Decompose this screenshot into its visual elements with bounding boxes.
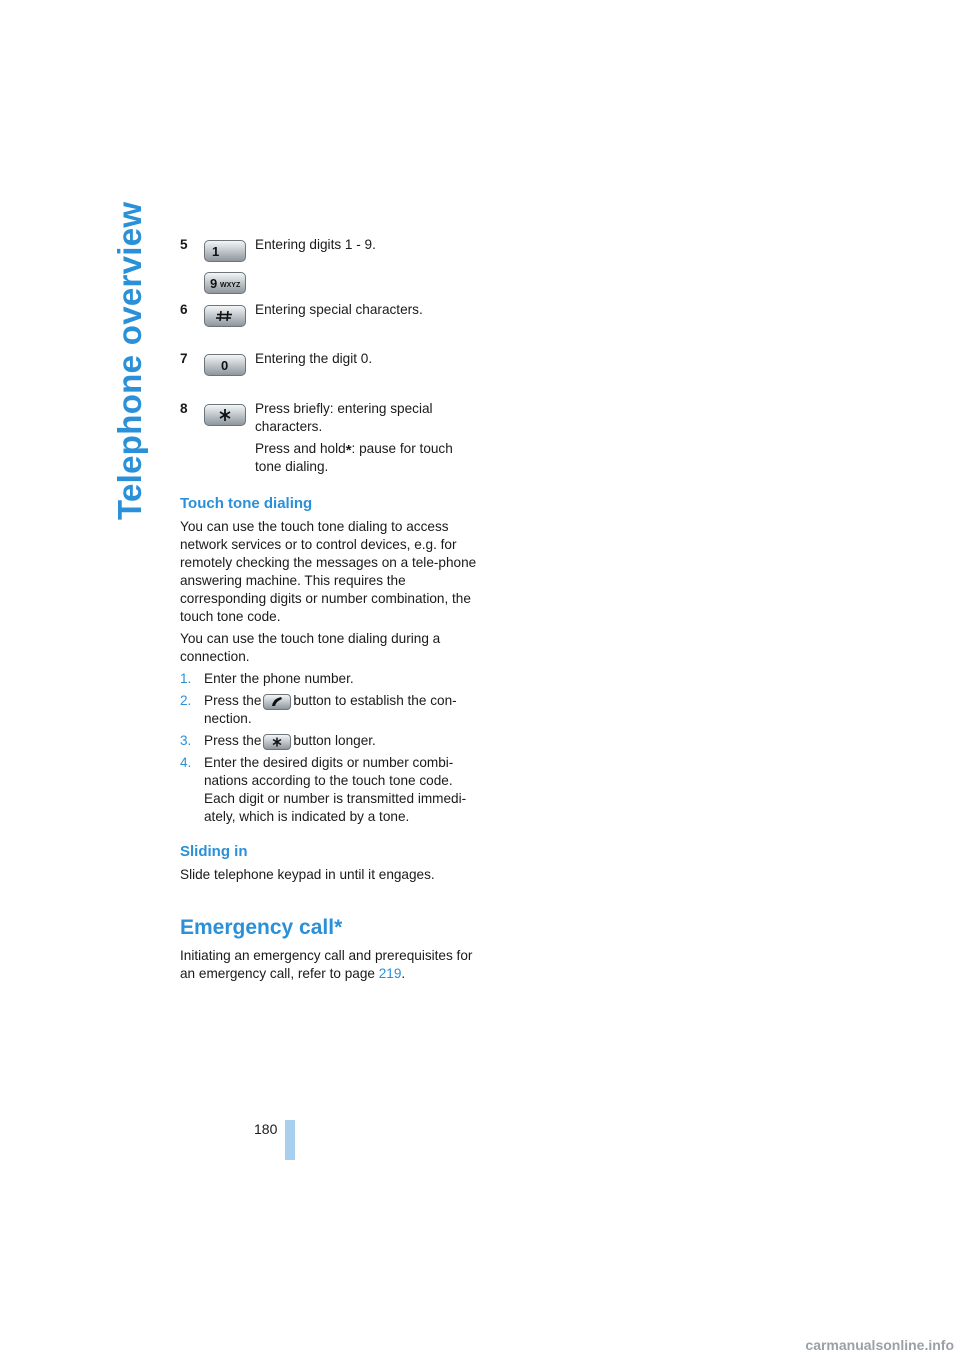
optional-marker: * [345, 442, 352, 459]
key-star-icon [204, 404, 246, 426]
key-number: 7 [180, 351, 188, 366]
list-item: 3. Press the button longer. [180, 733, 376, 748]
key-item-7 [180, 350, 480, 380]
touch-tone-section [180, 494, 480, 830]
sliding-in-text: Slide telephone keypad in until it engages. [180, 867, 435, 882]
page-reference-link[interactable]: 219 [378, 966, 402, 981]
key-item-8 [180, 400, 480, 480]
key-item-6 [180, 301, 480, 331]
key-0-icon [204, 354, 246, 376]
list-item: 1. Enter the phone number. [180, 671, 354, 686]
touch-tone-steps [180, 670, 480, 826]
touch-tone-intro: You can use the touch tone dialing to access network services or to control devices, e.g. for remotely checking the messages on a tele-phone answering machine. This requires the corresponding digits or number combination, the touch tone code. [180, 519, 477, 624]
key-description: Entering the digit 0. [255, 351, 373, 366]
emergency-heading: Emergency call* [180, 916, 343, 939]
key-hash-icon [204, 305, 246, 327]
emergency-text: Initiating an emergency call and prerequisites for an emergency call, refer to page 219. [180, 948, 473, 981]
star-key-icon [263, 734, 291, 750]
emergency-section [180, 915, 480, 987]
sliding-in-section [180, 842, 480, 888]
page-number: 180 [254, 1121, 278, 1137]
key-hold-description: Press and hold*: pause for touch tone dialing. [255, 441, 453, 474]
key-9-wxyz-icon [204, 272, 246, 294]
key-description: Press briefly: entering special characters. [255, 401, 433, 434]
key-1-icon [204, 240, 246, 262]
svg-text:WXYZ: WXYZ [220, 282, 241, 289]
key-item-5 [180, 236, 480, 300]
sliding-in-heading: Sliding in [180, 843, 248, 860]
key-number: 5 [180, 237, 188, 252]
key-description: Entering digits 1 - 9. [255, 237, 376, 252]
touch-tone-during-call: You can use the touch tone dialing during a connection. [180, 631, 441, 664]
touch-tone-heading: Touch tone dialing [180, 495, 313, 512]
list-item: 4. Enter the desired digits or number combi-nations according to the touch tone code. Each digit or number is transmitted immedi-ately, which is indicated by a tone. [180, 755, 467, 824]
key-number: 8 [180, 401, 188, 416]
svg-text:0: 0 [221, 358, 229, 373]
svg-text:9: 9 [210, 276, 218, 291]
key-number: 6 [180, 302, 188, 317]
phone-handset-icon [263, 694, 291, 710]
key-description: Entering special characters. [255, 302, 423, 317]
list-item: 2. Press the button to establish the con-nection. [180, 693, 457, 726]
side-section-title: Telephone overview [111, 201, 148, 520]
page-marker-bar [285, 1120, 295, 1160]
watermark: carmanualsonline.info [805, 1337, 954, 1353]
svg-text:1: 1 [212, 244, 220, 259]
